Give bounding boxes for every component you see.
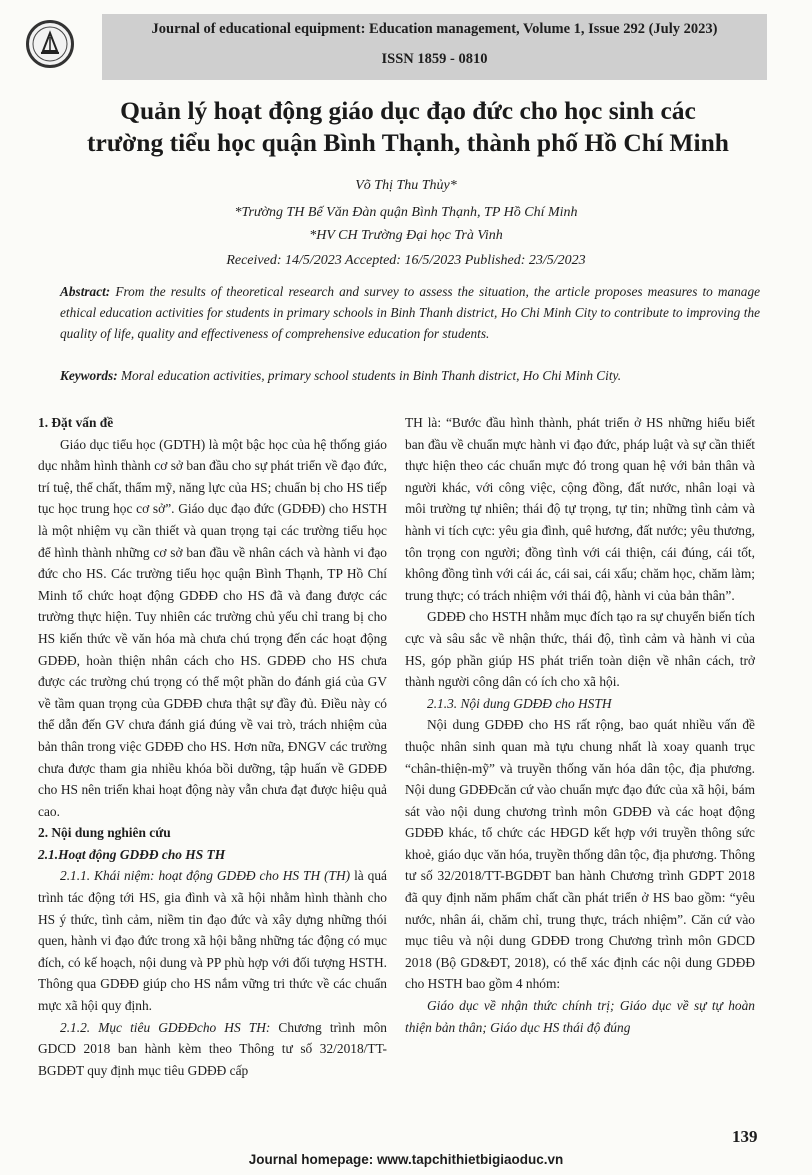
paragraph: Giáo dục về nhận thức chính trị; Giáo dục về sự tự hoàn thiện bản thân; Giáo dục HS thái độ đúng xyxy=(405,998,755,1035)
subsection-heading-2-1: 2.1.Hoạt động GDĐĐ cho HS TH xyxy=(38,846,226,862)
paragraph-text: là quá trình tác động tới HS, gia đình và xã hội nhằm hình thành cho HS ý thức, tình cảm, niềm tin đạo đức và xây dựng những thói quen, hành vi đạo đức trong xã hội bằng những tác động có mục đích, có kế hoạch, nội dung và PP phù hợp với đối tượng HSTH. Thông qua GDĐĐ giúp cho HS nắm vững tri thức về các chuẩn mực xã hội quy định. xyxy=(38,868,387,1014)
article-dates: Received: 14/5/2023 Accepted: 16/5/2023 Published: 23/5/2023 xyxy=(226,253,586,268)
abstract-text: From the results of theoretical research and survey to assess the situation, the article proposes measures to manage ethical education activities for students in primary schools in Binh Thanh district, Ho Chi Minh City to contribute to improving the quality of life, quality and effectiveness of comprehensive education for students. xyxy=(60,284,760,341)
paragraph xyxy=(38,865,387,1016)
paragraph: Nội dung GDĐĐ cho HS rất rộng, bao quát nhiều vấn đề thuộc nhân sinh quan mà tựu chung nhất là xoay quanh trục “chân-thiện-mỹ” và truyền thống văn hóa dân tộc, địa phương. Nội dung GDĐĐcăn cứ vào chuẩn mực đạo đức của xã hội, bám sát vào nội dung chương trình môn GDĐĐ và các hoạt động GDĐĐ khác, tổ chức các HĐGD kết hợp với truyền thông sức khoẻ, giáo dục văn hóa, truyền thống dân tộc, địa phương. Thông tư số 32/2018/TT-BGDĐT ban hành Chương trình GDPT 2018 đã quy định năm phẩm chất cần phát triển ở HS bao gồm: “yêu nước, nhân ái, chăm chỉ, trung thực, trách nhiệm”. Căn cứ vào mục tiêu và nội dung GDĐĐ trong Chương trình môn GDCD 2018 (Bộ GD&ĐT, 2018), có thể xác định các nội dung GDĐĐ cho HSTH bao gồm 4 nhóm: xyxy=(405,717,755,992)
section-heading-1: 1. Đặt vấn đề xyxy=(38,415,114,430)
right-column xyxy=(405,412,755,1038)
subsection-label-2-1-2: 2.1.2. Mục tiêu GDĐĐcho HS TH: xyxy=(60,1019,271,1035)
journal-seal-icon xyxy=(26,20,74,68)
article-title-line-1: Quản lý hoạt động giáo dục đạo đức cho học sinh các xyxy=(120,96,696,125)
paragraph xyxy=(38,1017,387,1082)
paragraph: GDĐĐ cho HSTH nhằm mục đích tạo ra sự chuyển biến tích cực và sâu sắc về nhận thức, thái độ, tình cảm và hành vi của HS, góp phần giúp HS phát triển toàn diện về nhân cách, trở thành người công dân có ích cho xã hội. xyxy=(405,609,755,690)
left-column xyxy=(38,412,387,1081)
section-heading-2: 2. Nội dung nghiên cứu xyxy=(38,825,171,841)
paragraph-text: Chương trình môn GDCD 2018 ban hành kèm theo Thông tư số 32/2018/TT-BGDĐT quy định mục tiêu GDĐĐ cấp xyxy=(38,1019,387,1078)
keywords-text: Moral education activities, primary school students in Binh Thanh district, Ho Chi Minh City. xyxy=(117,368,622,383)
article-title-line-2: trường tiểu học quận Bình Thạnh, thành phố Hồ Chí Minh xyxy=(87,128,729,157)
page-number: 139 xyxy=(732,1127,758,1146)
affiliation-1: *Trường TH Bế Văn Đàn quận Bình Thạnh, TP Hồ Chí Minh xyxy=(234,205,578,220)
author: Võ Thị Thu Thủy* xyxy=(355,178,457,193)
affiliation-2: *HV CH Trường Đại học Trà Vinh xyxy=(309,228,503,243)
paragraph: Giáo dục tiểu học (GDTH) là một bậc học của hệ thống giáo dục nhằm hình thành cơ sở ban đầu cho sự phát triển về đạo đức, trí tuệ, thể chất, thẩm mỹ, năng lực của HS; chuẩn bị cho HS tiếp tục học trung học cơ sở”. Giáo dục đạo đức (GDĐĐ) cho HSTH là một nhiệm vụ cần thiết và quan trọng tại các trường tiểu học để hình thành những cơ sở ban đầu về nhân cách và hành vi đạo đức cho HS. Các trường tiểu học quận Bình Thạnh, TP Hồ Chí Minh tổ chức hoạt động GDĐĐ cho HS đã và đang được các trường thực hiện. Tuy nhiên các trường chủ yếu chỉ trang bị cho HS kiến thức về văn hóa mà chưa chú trọng đến các hoạt động GDĐĐ, hoàn thiện nhân cách cho HS. GDĐĐ cho HS chưa được các trường chú trọng có thể một phần do đánh giá của GV về tầm quan trọng của GDĐĐ chưa thật sự đầy đủ. Điều này có thể dẫn đến GV chưa đánh giá đúng về vai trò, trách nhiệm của bản thân trong việc GDĐĐ cho HS. Hơn nữa, ĐNGV các trường chưa được tham gia nhiều khóa bồi dưỡng, tập huấn về GDĐĐ cho HS nên triển khai hoạt động này vẫn chưa đạt được hiệu quả cao. xyxy=(38,436,388,819)
journal-homepage: Journal homepage: www.tapchithietbigiaoduc.vn xyxy=(248,1152,564,1167)
abstract xyxy=(60,281,760,344)
paragraph: TH là: “Bước đầu hình thành, phát triển ở HS những hiểu biết ban đầu về chuẩn mực hành vi đạo đức, pháp luật và sự cần thiết thực hiện theo các chuẩn mực đó trong quan hệ với bản thân và người khác, với công việc, cộng đồng, đất nước, nhân loại và môi trường tự nhiên; thái độ tự trọng, tự tin; những tình cảm và hành vi tích cực: yêu gia đình, quê hương, đất nước; yêu thương, tôn trọng con người; đồng tình với cái thiện, cái đúng, cái tốt, không đồng tình với cái ác, cái sai, cái xấu; chăm học, chăm làm; trung thực; có trách nhiệm với thái độ, hành vi của bản thân”. xyxy=(405,415,755,603)
keywords xyxy=(60,365,760,386)
subsection-label-2-1-1: 2.1.1. Khái niệm: hoạt động GDĐĐ cho HS TH (TH) xyxy=(60,868,351,884)
abstract-label: Abstract: xyxy=(60,284,111,299)
subsection-heading-2-1-3: 2.1.3. Nội dung GDĐĐ cho HSTH xyxy=(427,695,612,711)
journal-line: Journal of educational equipment: Education management, Volume 1, Issue 292 (July 2023) xyxy=(151,21,718,37)
issn: ISSN 1859 - 0810 xyxy=(381,51,488,67)
keywords-label: Keywords: xyxy=(60,368,118,383)
